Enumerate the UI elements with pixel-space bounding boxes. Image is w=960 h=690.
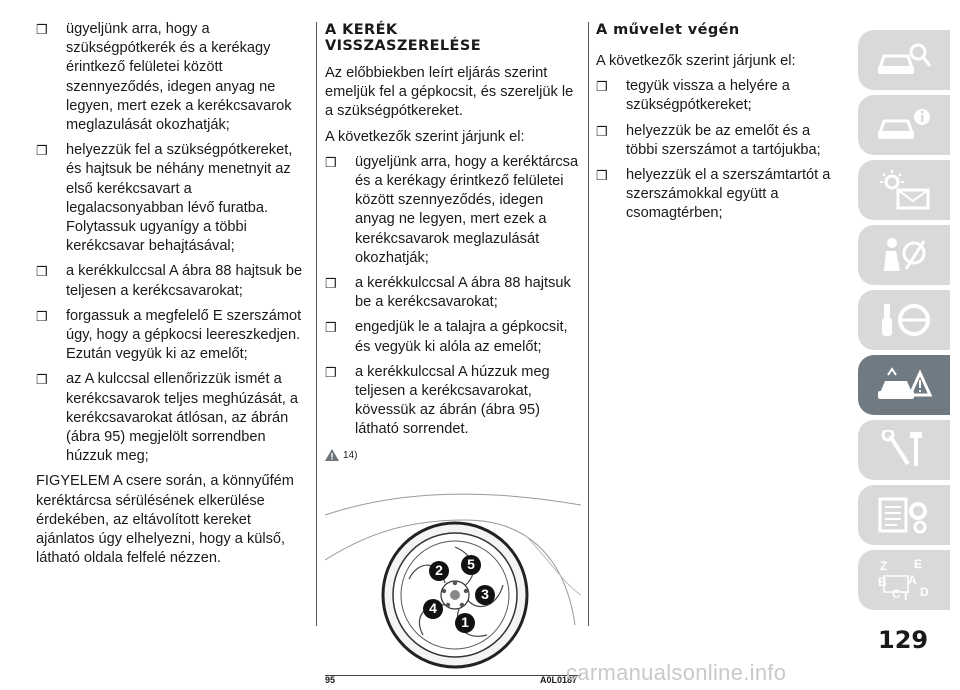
bolt-label-4: 4: [423, 599, 443, 619]
svg-text:T: T: [902, 589, 910, 602]
figure-number: 95: [325, 674, 336, 685]
lead-paragraph: A következők szerint járjunk el:: [325, 128, 525, 145]
figure-code: A0L0187: [539, 674, 577, 685]
list-item: ❒ helyezzük el a szerszámtartót a szerszámokkal együtt a csomagtérben;: [596, 167, 831, 222]
checkbox-bullet-icon: ❒: [596, 79, 608, 95]
caution-note: FIGYELEM A csere során, a könnyűfém keréktárcsa sérülésének elkerülése érdekében, az eltávolított kereket ajánlatos úgy elhelyezni, hogy a külső, látható oldala felfelé nézzen.: [36, 473, 294, 567]
svg-text:C: C: [892, 587, 901, 601]
list-item: ❒ forgassuk a megfelelő E szerszámot úgy, hogy a gépkocsi leereszkedjen. Ezután vegyük ki az emelőt;: [36, 307, 302, 363]
wheel-illustration: [325, 475, 581, 670]
list-item: ❒ helyezzük be az emelőt és a többi szerszámot a tartójukba;: [596, 122, 821, 158]
intro-paragraph: Az előbbiekben leírt eljárás szerint emeljük fel a gépkocsit, és szereljük le a szükségpótkereket.: [325, 65, 574, 120]
bolt-label-2: 2: [429, 561, 449, 581]
list-item: ❒ ügyeljünk arra, hogy a szükségpótkerék és a kerékagy érintkező felületei között szennyeződés, idegen anyag ne legyen, mert ezek a kerékcsavarok meglazulását okozhatják;: [36, 21, 292, 134]
checkbox-bullet-icon: ❒: [596, 123, 608, 139]
list-item: ❒ a kerékkulccsal A ábra 88 hajtsuk be a kerékcsavarokat;: [325, 275, 571, 311]
svg-text:A: A: [908, 573, 917, 587]
bolt-label-3: 3: [475, 585, 495, 605]
lead-paragraph: A következők szerint járjunk el:: [596, 53, 796, 69]
page-number: 129: [878, 626, 929, 654]
warning-light-mail-icon: [876, 170, 932, 210]
checkbox-bullet-icon: ❒: [36, 143, 48, 159]
tab-car-search[interactable]: [858, 30, 950, 90]
list-item: ❒ engedjük le a talajra a gépkocsit, és vegyük ki alóla az emelőt;: [325, 319, 568, 355]
column-2: [325, 20, 581, 690]
checkbox-bullet-icon: ❒: [325, 320, 337, 336]
chapter-tabs: [858, 30, 950, 615]
tab-warning-lights[interactable]: [858, 160, 950, 220]
checkbox-bullet-icon: ❒: [36, 264, 48, 280]
warning-triangle-icon: [325, 449, 339, 461]
checkbox-bullet-icon: ❒: [36, 372, 48, 388]
bolt-label-5: 5: [461, 555, 481, 575]
tools-icon: [876, 430, 932, 470]
tab-safety[interactable]: [858, 225, 950, 285]
tab-index[interactable]: [858, 550, 950, 610]
tab-car-info[interactable]: [858, 95, 950, 155]
list-item: ❒ a kerékkulccsal A ábra 88 hajtsuk be teljesen a kerékcsavarokat;: [36, 263, 303, 299]
checkbox-bullet-icon: ❒: [36, 22, 48, 37]
alphabet-index-icon: [874, 558, 934, 602]
figure-wheel-bolt-sequence: [325, 475, 581, 690]
car-info-icon: [876, 105, 932, 145]
warning-reference: 14): [325, 446, 581, 465]
svg-text:D: D: [920, 585, 929, 599]
column-divider: [316, 22, 317, 626]
svg-text:E: E: [914, 558, 923, 571]
steering-key-icon: [876, 300, 932, 340]
list-item: ❒ helyezzük fel a szükségpótkereket, és hajtsuk be néhány menetnyit az első kerékcsavart a legalacsonyabban lévő furatba. Folytassuk ugyanígy a többi kerékcsavar behajtásával;: [36, 142, 293, 255]
car-search-icon: [876, 40, 932, 80]
checkbox-bullet-icon: ❒: [36, 308, 48, 324]
svg-text:Z: Z: [880, 559, 888, 573]
specs-gear-icon: [876, 495, 932, 535]
tab-starting-driving[interactable]: [858, 290, 950, 350]
section-heading-end-of-operation: A művelet végén: [596, 22, 740, 38]
checkbox-bullet-icon: ❒: [325, 276, 337, 292]
list-item: ❒ ügyeljünk arra, hogy a keréktárcsa és a kerékagy érintkező felületei között szennyeződés, idegen anyag ne legyen, mert ezek a kerékcsavarok meglazulását okozhatják;: [325, 153, 579, 266]
svg-text:B: B: [878, 575, 887, 589]
bolt-label-1: 1: [455, 613, 475, 633]
watermark: carmanualsonline.info: [566, 660, 787, 685]
section-heading-wheel-refit: A KERÉK VISSZASZERELÉSE: [325, 22, 482, 54]
car-breakdown-icon: [876, 365, 932, 405]
tab-in-an-emergency[interactable]: [858, 355, 950, 415]
column-3: [596, 20, 836, 230]
list-item: ❒ a kerékkulccsal A húzzuk meg teljesen a kerékcsavarokat, kövessük az ábrán (ábra 95) látható sorrendet.: [325, 363, 550, 438]
column-divider: [588, 22, 589, 626]
list-item: ❒ tegyük vissza a helyére a szükségpótkereket;: [596, 78, 790, 114]
tab-servicing[interactable]: [858, 420, 950, 480]
list-item: ❒ az A kulccsal ellenőrizzük ismét a kerékcsavarok teljes meghúzását, a kerékcsavarokat átlósan, az ábrán (ábra 95) megjelölt sorrendben húzzuk meg;: [36, 371, 298, 465]
checkbox-bullet-icon: ❒: [325, 364, 337, 380]
checkbox-bullet-icon: ❒: [596, 168, 608, 184]
checkbox-bullet-icon: ❒: [325, 154, 337, 170]
airbag-seat-icon: [876, 235, 932, 275]
column-1: [36, 20, 308, 574]
tab-technical-specifications[interactable]: [858, 485, 950, 545]
